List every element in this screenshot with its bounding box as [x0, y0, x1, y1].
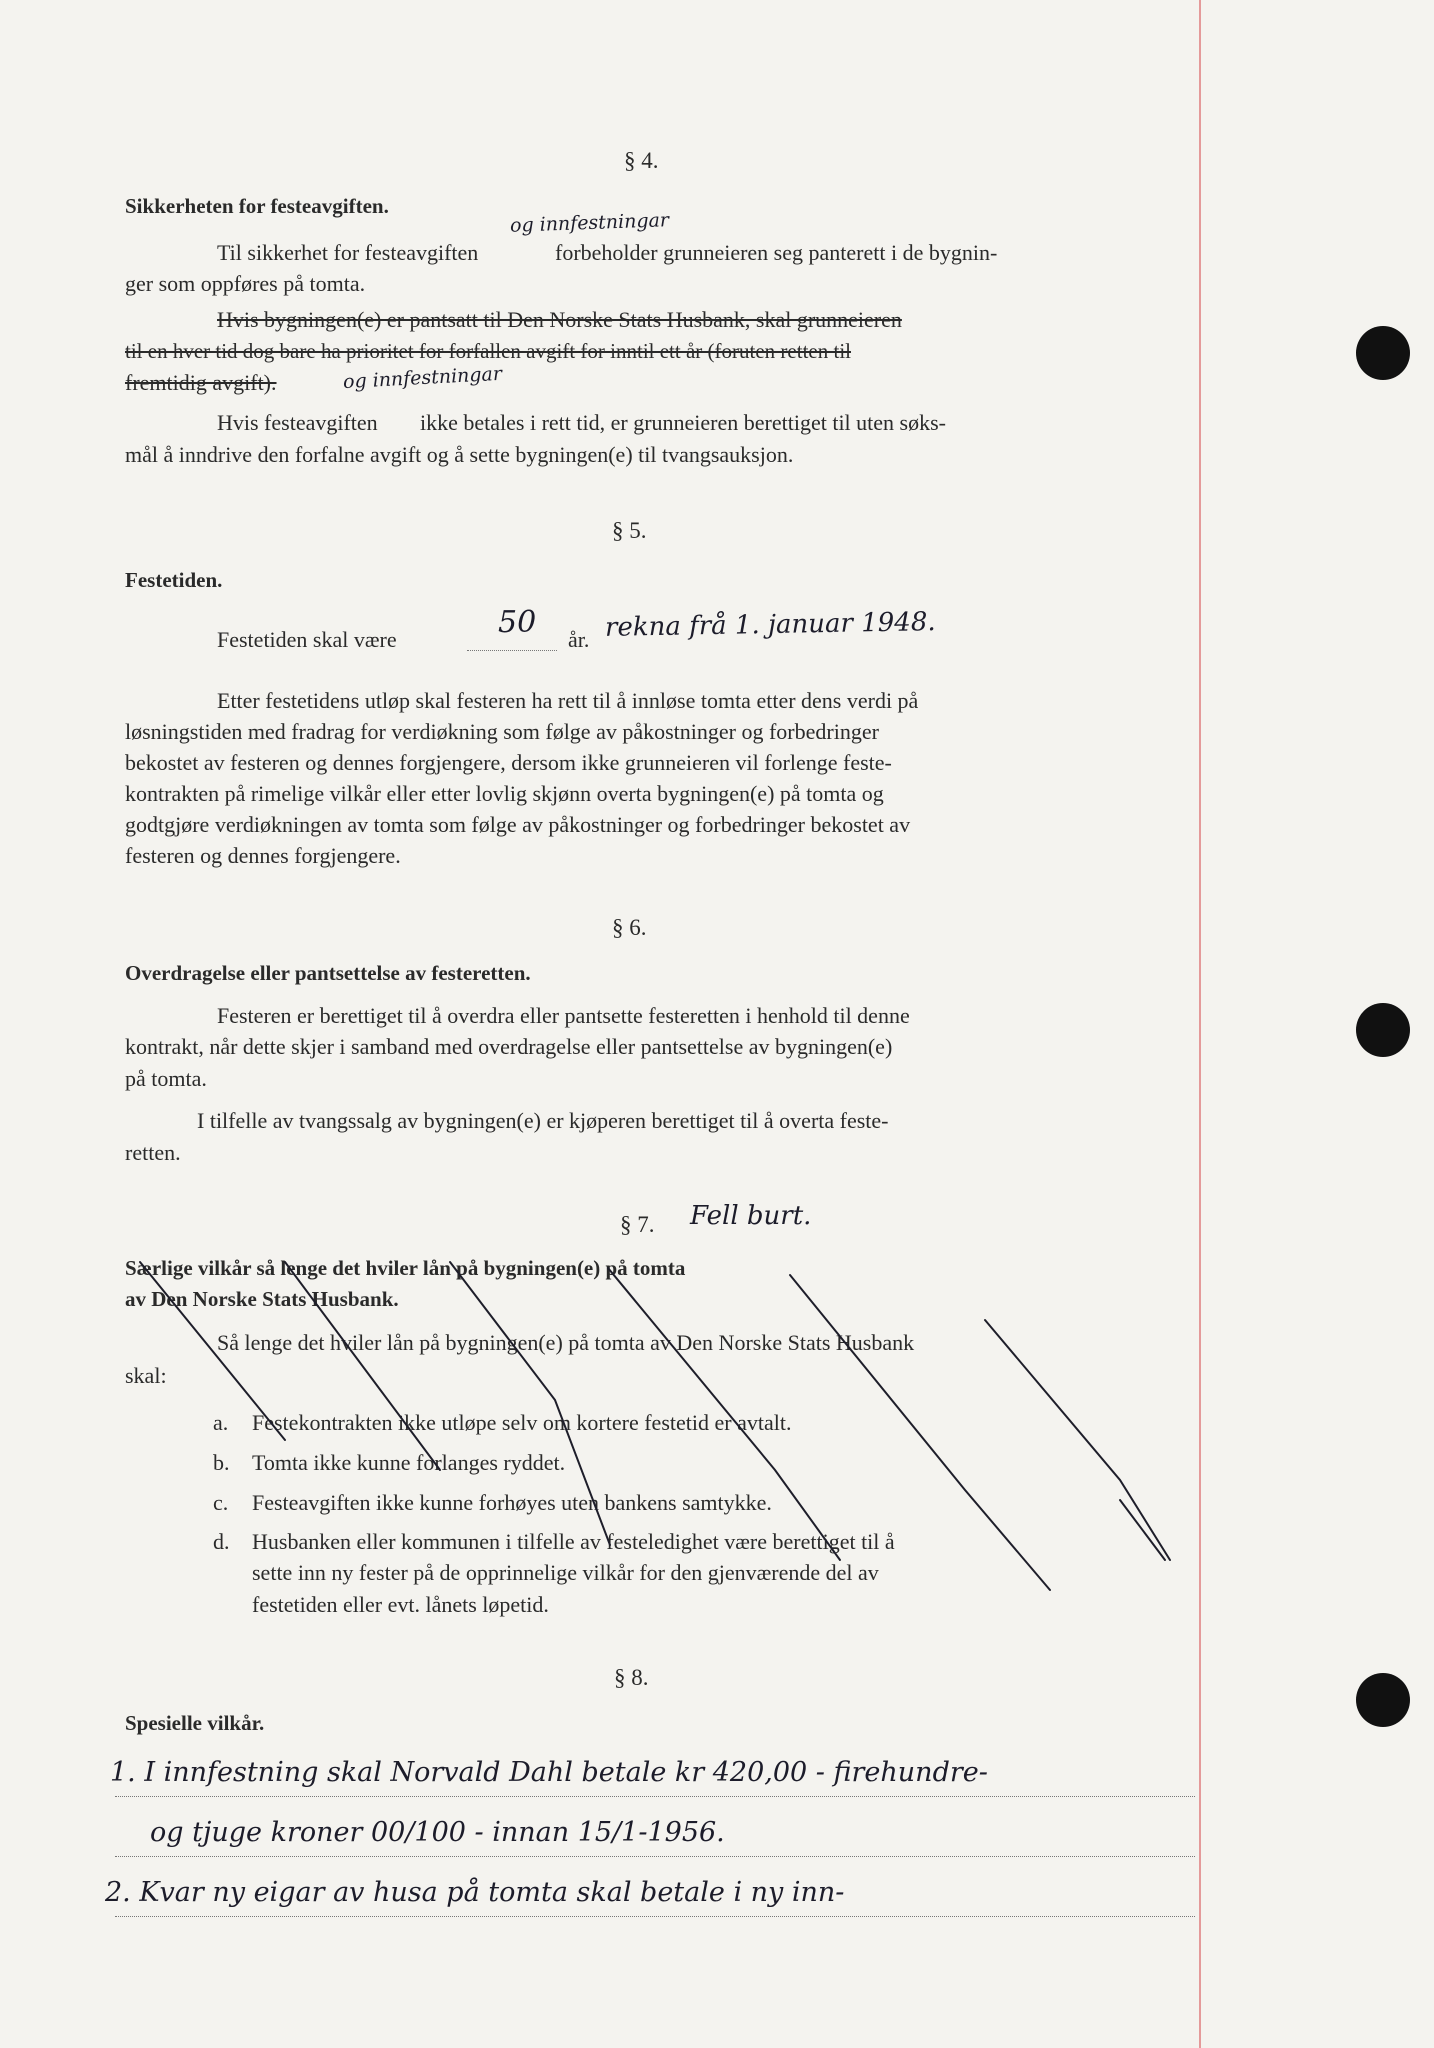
- section-4-p1-line2: ger som oppføres på tomta.: [125, 271, 366, 296]
- festetid-line-lead: Festetiden skal være: [217, 627, 397, 652]
- festetid-years: 50: [498, 605, 537, 640]
- cancel-stroke-7: [1120, 1500, 1165, 1560]
- list-item-b-label: b.: [213, 1450, 230, 1475]
- binder-hole-bottom: [1356, 1673, 1410, 1727]
- festetid-years-unit: år.: [568, 627, 590, 652]
- special-terms-handwritten-line3: 2. Kvar ny eigar av husa på tomta skal betale i ny inn-: [105, 1877, 845, 1908]
- list-item-d-line3: festetiden eller evt. lånets løpetid.: [252, 1592, 549, 1617]
- section-7-number: § 7.: [620, 1212, 655, 1237]
- section-6-p2-line2: retten.: [125, 1140, 181, 1165]
- section-8-number: § 8.: [614, 1665, 649, 1690]
- section-4-number: § 4.: [624, 148, 659, 173]
- section-6-p1-line3: på tomta.: [125, 1066, 207, 1091]
- list-item-d-line2: sette inn ny fester på de opprinnelige vilkår for den gjenværende del av: [252, 1560, 879, 1585]
- special-terms-handwritten-line1: 1. I innfestning skal Norvald Dahl betale kr 420,00 - firehundre-: [110, 1757, 988, 1788]
- section-4-p1-line1b: forbeholder grunneieren seg panterett i de bygnin-: [555, 240, 998, 265]
- section-4-p2-line1a: Hvis festeavgiften: [217, 410, 378, 435]
- list-item-a-text: Festekontrakten ikke utløpe selv om kortere festetid er avtalt.: [252, 1410, 792, 1435]
- struck-line-1: Hvis bygningen(e) er pantsatt til Den Norske Stats Husbank, skal grunneieren: [217, 307, 902, 332]
- handwritten-insert-p2: og innfestningar: [342, 362, 503, 394]
- list-item-c-label: c.: [213, 1490, 229, 1515]
- section-5-number: § 5.: [612, 518, 647, 543]
- section-7-handwritten-note: Fell burt.: [690, 1201, 812, 1231]
- section-5-heading: Festetiden.: [125, 568, 223, 592]
- festetid-handwritten-from: rekna frå 1. januar 1948.: [604, 607, 936, 643]
- section-6-heading: Overdragelse eller pantsettelse av festeretten.: [125, 961, 531, 985]
- list-item-a-label: a.: [213, 1410, 229, 1435]
- section-5-p-line3: bekostet av festeren og dennes forgjengere, dersom ikke grunneieren vil forlenge feste-: [125, 750, 892, 775]
- section-4-p2-line1b: ikke betales i rett tid, er grunneieren berettiget til uten søks-: [420, 410, 946, 435]
- section-5-p-line2: løsningstiden med fradrag for verdiøkning som følge av påkostninger og forbedringer: [125, 719, 879, 744]
- special-terms-rule-2: [115, 1856, 1195, 1857]
- section-7-intro-line1: Så lenge det hviler lån på bygningen(e) på tomta av Den Norske Stats Husbank: [217, 1330, 915, 1355]
- struck-line-3: fremtidig avgift).: [125, 370, 277, 395]
- binder-hole-middle: [1356, 1003, 1410, 1057]
- struck-line-2: til en hver tid dog bare ha prioritet for forfallen avgift for inntil ett år (foruten retten til: [125, 339, 851, 363]
- section-5-p-line4: kontrakten på rimelige vilkår eller etter lovlig skjønn overta bygningen(e) på tomta og: [125, 781, 884, 806]
- section-7-intro-line2: skal:: [125, 1363, 167, 1388]
- section-4-p1-line1a: Til sikkerhet for festeavgiften: [217, 240, 479, 265]
- section-6-p1-line1: Festeren er berettiget til å overdra eller pantsette festeretten i henhold til denne: [217, 1003, 910, 1028]
- section-4-p2-line2: mål å inndrive den forfalne avgift og å sette bygningen(e) til tvangsauksjon.: [125, 442, 794, 467]
- list-item-d-label: d.: [213, 1529, 230, 1554]
- section-6-number: § 6.: [612, 915, 647, 940]
- section-6-p2-line1: I tilfelle av tvangssalg av bygningen(e) er kjøperen berettiget til å overta feste-: [197, 1108, 889, 1133]
- section-5-p-line6: festeren og dennes forgjengere.: [125, 843, 401, 868]
- cancel-stroke-6: [985, 1320, 1170, 1560]
- handwritten-insert-heading: og innfestningar: [509, 209, 670, 237]
- section-7-heading-line2: av Den Norske Stats Husbank.: [125, 1287, 399, 1311]
- section-4-heading: Sikkerheten for festeavgiften.: [125, 194, 389, 218]
- binder-hole-top: [1356, 326, 1410, 380]
- list-item-c-text: Festeavgiften ikke kunne forhøyes uten bankens samtykke.: [252, 1490, 772, 1515]
- section-8-heading: Spesielle vilkår.: [125, 1711, 265, 1735]
- section-7-heading-line1: Særlige vilkår så lenge det hviler lån på bygningen(e) på tomta: [125, 1256, 686, 1280]
- list-item-d-line1: Husbanken eller kommunen i tilfelle av festeledighet være berettiget til å: [252, 1529, 895, 1554]
- section-5-p-line5: godtgjøre verdiøkningen av tomta som følge av påkostninger og forbedringer bekostet av: [125, 812, 911, 837]
- special-terms-rule-1: [115, 1796, 1195, 1797]
- special-terms-handwritten-line2: og tjuge kroner 00/100 - innan 15/1-1956.: [150, 1817, 725, 1848]
- section-6-p1-line2: kontrakt, når dette skjer i samband med overdragelse eller pantsettelse av bygningen(e): [125, 1034, 893, 1059]
- red-margin-line: [1199, 0, 1201, 2048]
- special-terms-rule-3: [115, 1916, 1195, 1917]
- section-5-p-line1: Etter festetidens utløp skal festeren ha rett til å innløse tomta etter dens verdi på: [217, 688, 919, 713]
- festetid-dotted-fill: [467, 650, 557, 651]
- list-item-b-text: Tomta ikke kunne forlanges ryddet.: [252, 1450, 566, 1475]
